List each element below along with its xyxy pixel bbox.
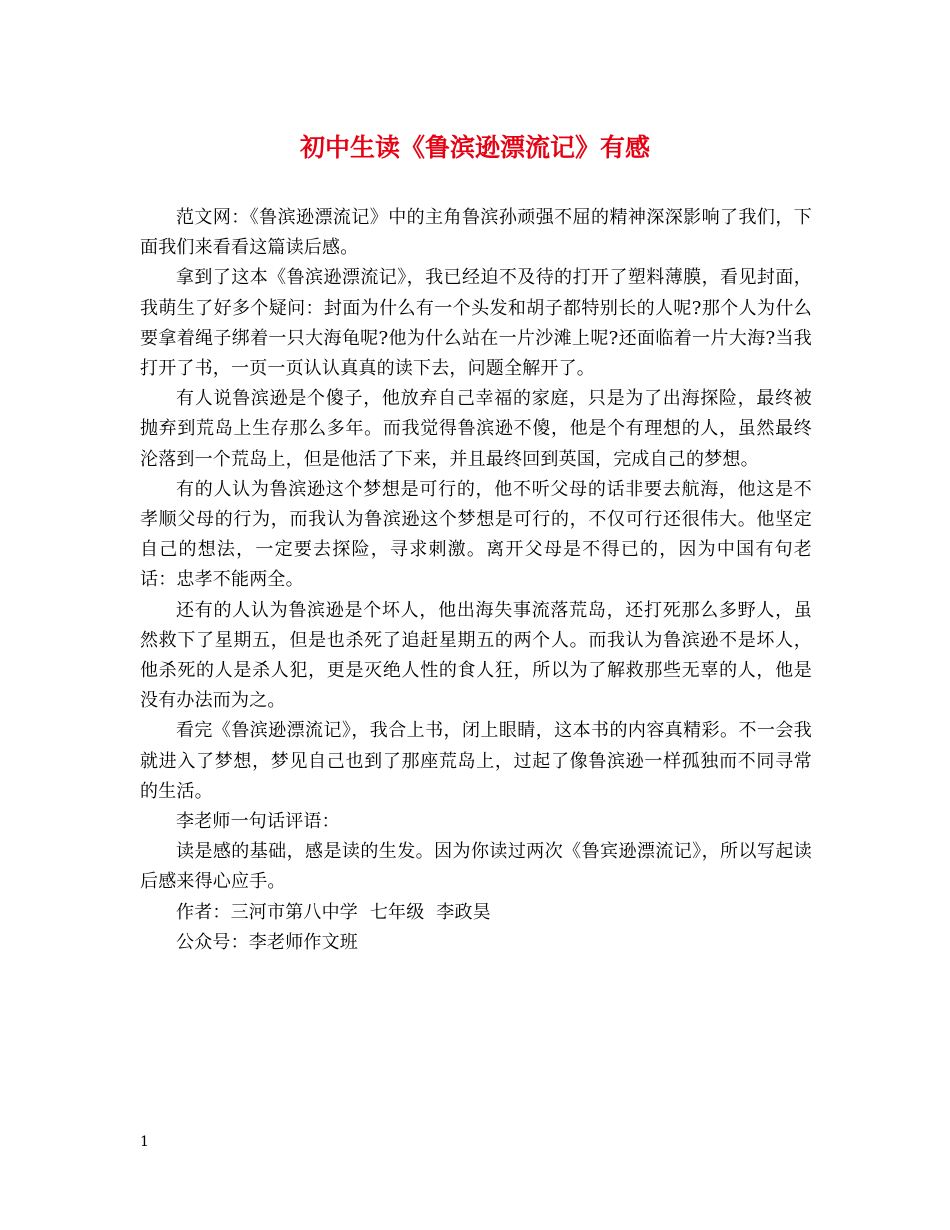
document-title: 初中生读《鲁滨逊漂流记》有感 [299, 133, 650, 162]
paragraph-after-reading: 看完《鲁滨逊漂流记》，我合上书，闭上眼睛，这本书的内容真精彩。不一会我就进入了梦想，梦见自己也到了那座荒岛上，过起了像鲁滨逊一样孤独而不同寻常的生活。 [140, 720, 812, 802]
document-body [140, 203, 812, 958]
paragraph-not-bad-man: 还有的人认为鲁滨逊是个坏人，他出海失事流落荒岛，还打死那么多野人，虽然救下了星期五，但是也杀死了追赶星期五的两个人。而我认为鲁滨逊不是坏人，他杀死的人是杀人犯，更是灭绝人性的食人狂，所以为了解救那些无辜的人，他是没有办法而为之。 [140, 599, 812, 712]
teacher-comment-label: 李老师一句话评语： [176, 811, 340, 833]
paragraph-dream: 有的人认为鲁滨逊这个梦想是可行的，他不听父母的话非要去航海，他这是不孝顺父母的行为，而我认为鲁滨逊这个梦想是可行的，不仅可行还很伟大。他坚定自己的想法，一定要去探险，寻求刺激。离开父母是不得已的，因为中国有句老话：忠孝不能两全。 [140, 478, 812, 591]
author-line: 作者：三河市第八中学 七年级 李政昊 [176, 901, 491, 923]
public-account-line: 公众号：李老师作文班 [176, 931, 358, 953]
teacher-comment: 读是感的基础，感是读的生发。因为你读过两次《鲁宾逊漂流记》，所以写起读后感来得心应手。 [140, 841, 812, 893]
paragraph-intro: 范文网：《鲁滨逊漂流记》中的主角鲁滨孙顽强不屈的精神深深影响了我们，下面我们来看看这篇读后感。 [140, 207, 812, 259]
paragraph-first-impression: 拿到了这本《鲁滨逊漂流记》，我已经迫不及待的打开了塑料薄膜，看见封面，我萌生了好多个疑问：封面为什么有一个头发和胡子都特别长的人呢?那个人为什么要拿着绳子绑着一只大海龟呢?他为什么站在一片沙滩上呢?还面临着一片大海?当我打开了书，一页一页认认真真的读下去，问题全解开了。 [140, 267, 812, 380]
paragraph-not-fool: 有人说鲁滨逊是个傻子，他放弃自己幸福的家庭，只是为了出海探险，最终被抛弃到荒岛上生存那么多年。而我觉得鲁滨逊不傻，他是个有理想的人，虽然最终沦落到一个荒岛上，但是他活了下来，并且最终回到英国，完成自己的梦想。 [140, 388, 812, 470]
page-number: 1 [140, 1134, 149, 1150]
